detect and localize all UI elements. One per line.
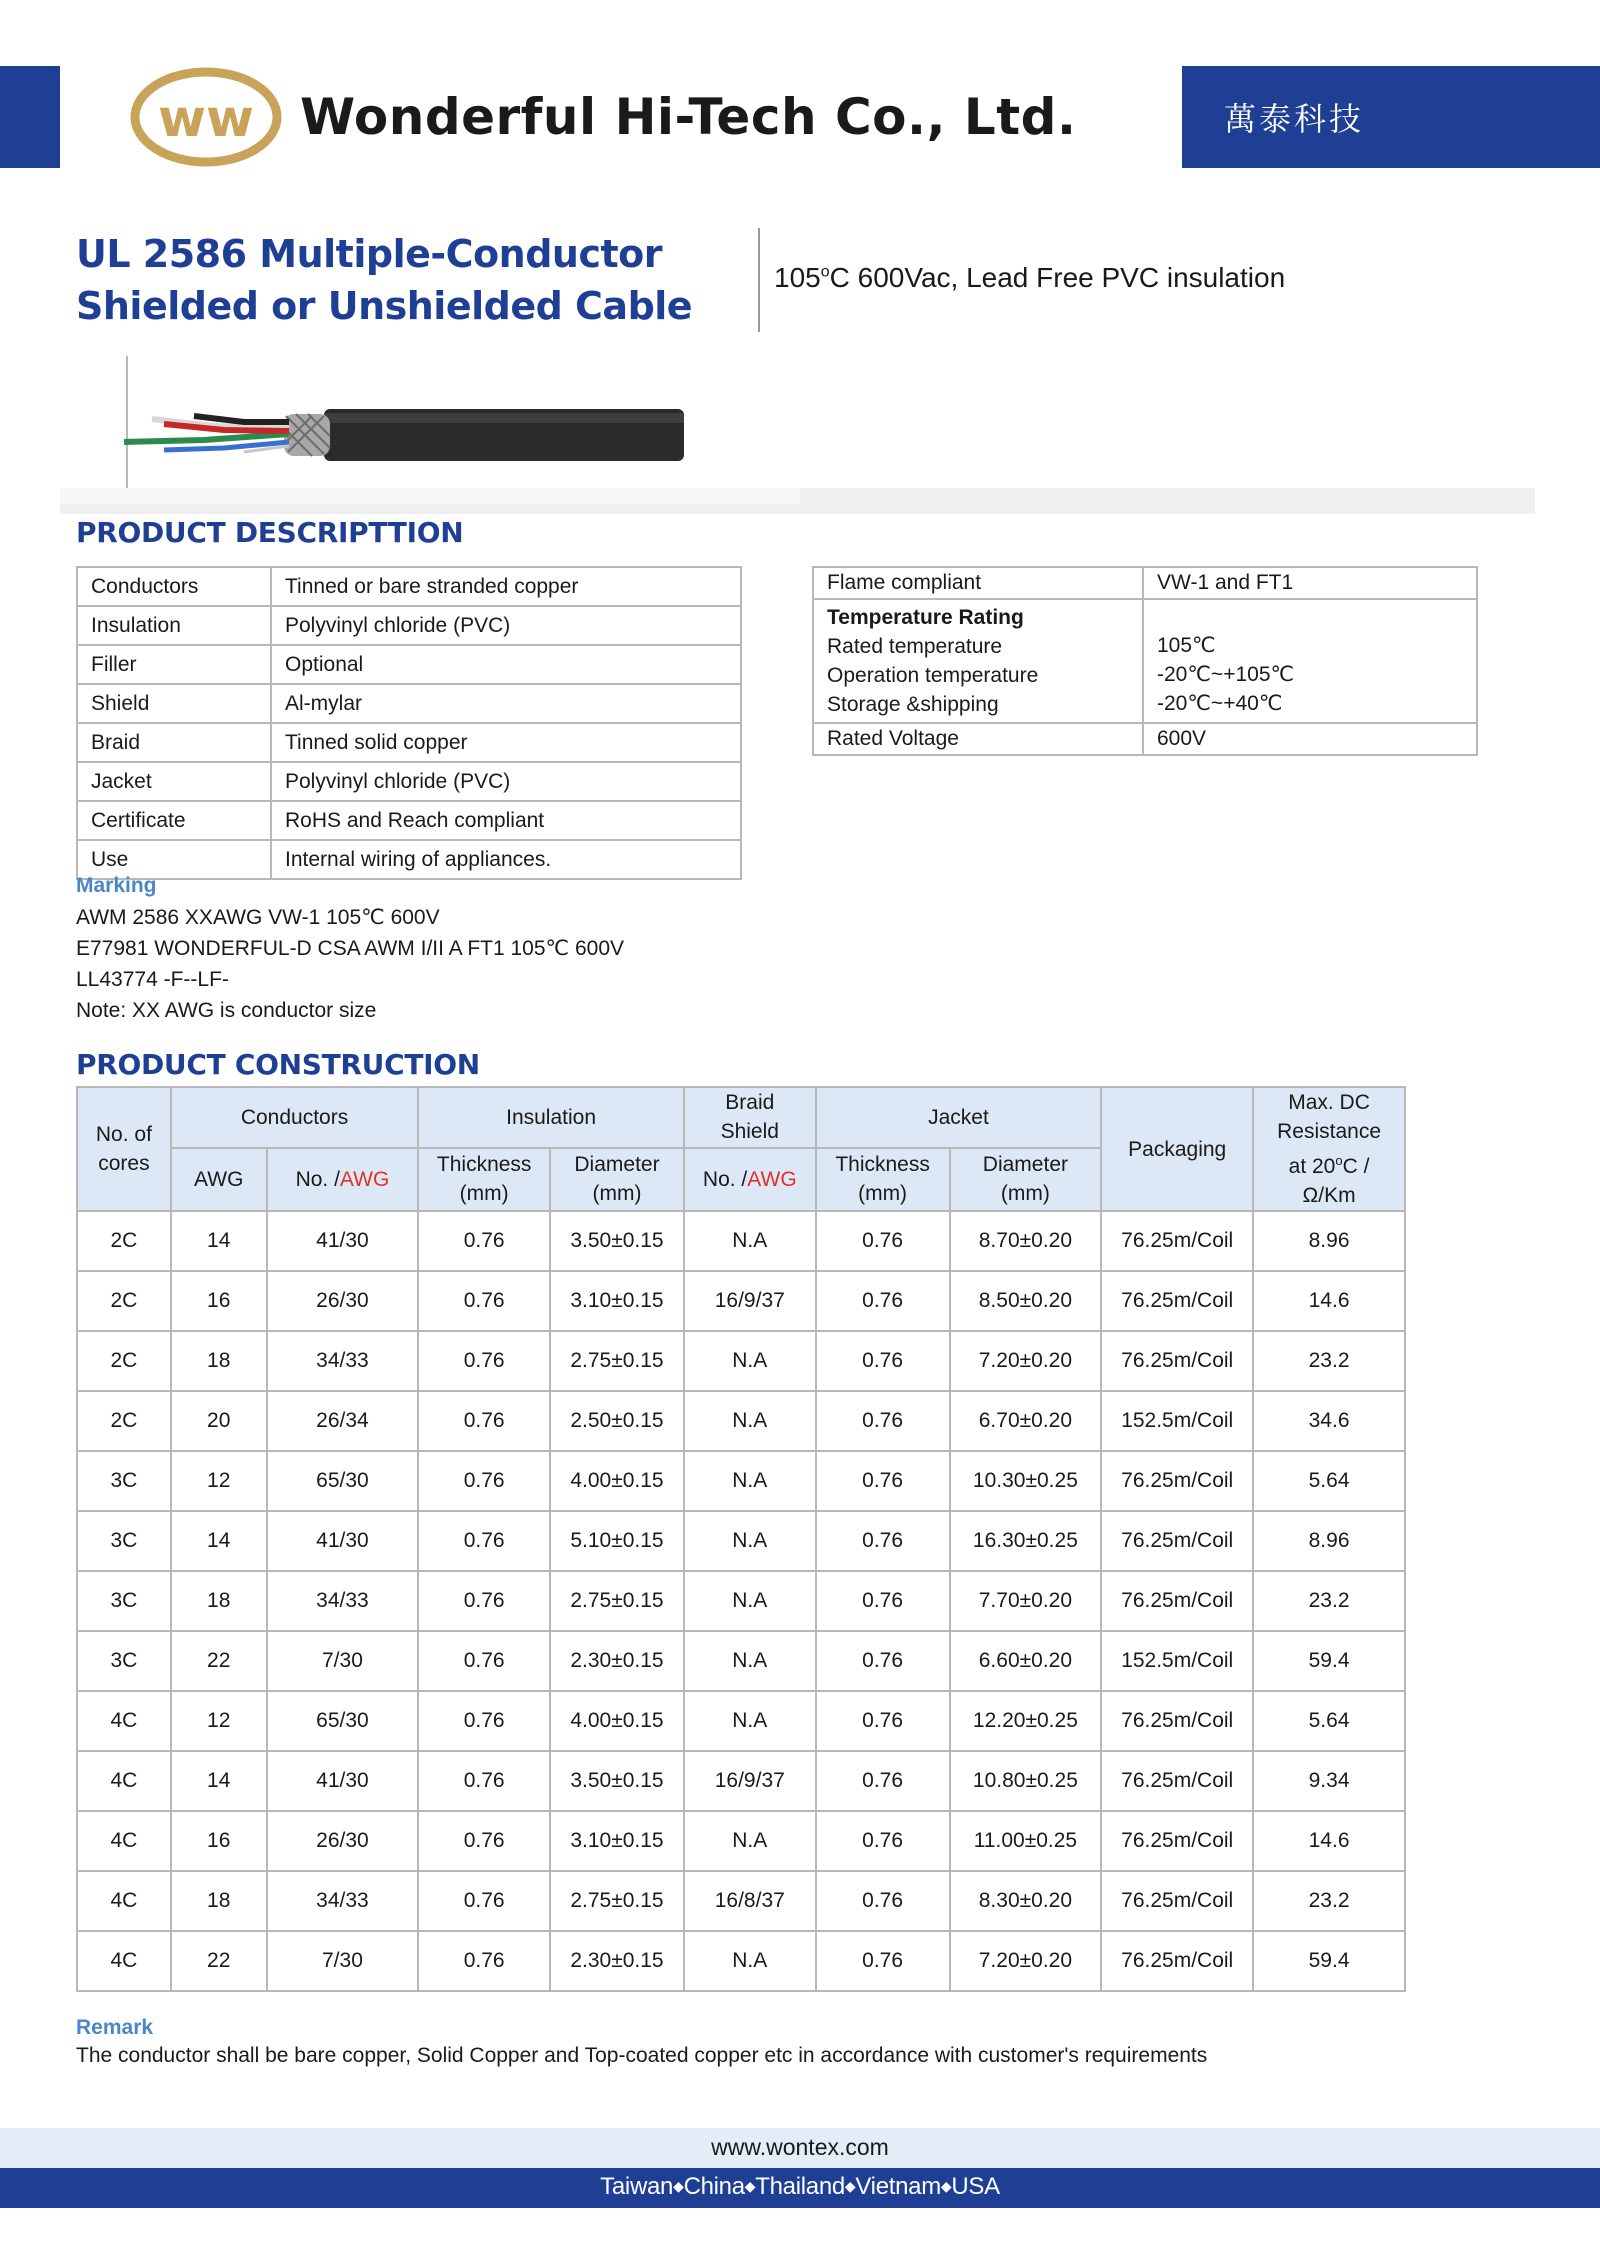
table-row: Shield Al-mylar: [77, 684, 741, 723]
table-row: Conductors Tinned or bare stranded copper: [77, 567, 741, 606]
company-logo: [130, 66, 282, 168]
table-cell: 152.5m/Coil: [1101, 1391, 1253, 1451]
table-cell: 5.10±0.15: [550, 1511, 684, 1571]
table-cell: 8.30±0.20: [950, 1871, 1102, 1931]
table-cell: 0.76: [418, 1571, 550, 1631]
table-cell: 0.76: [816, 1211, 950, 1271]
table-cell: 3.50±0.15: [550, 1211, 684, 1271]
col-header-packaging: Packaging: [1101, 1087, 1253, 1211]
table-row: [77, 1811, 1405, 1871]
table-cell: 4C: [77, 1811, 171, 1871]
table-row: [77, 1751, 1405, 1811]
table-cell: 3.10±0.15: [550, 1811, 684, 1871]
table-cell: 23.2: [1253, 1331, 1405, 1391]
temperature-labels: [813, 599, 1143, 723]
table-cell: 22: [171, 1631, 267, 1691]
diamond-separator-icon: ◆: [940, 2178, 952, 2194]
table-cell: 16/9/37: [684, 1271, 816, 1331]
table-cell: 0.76: [418, 1871, 550, 1931]
table-cell: 4C: [77, 1931, 171, 1991]
table-cell: 34/33: [267, 1871, 419, 1931]
table-cell: 2.50±0.15: [550, 1391, 684, 1451]
header-left-bar: [0, 66, 60, 168]
col-header-resistance: Max. DC Resistance at 20$^o$C / Ω/Km: [1253, 1087, 1405, 1211]
footer-country: USA: [951, 2173, 1000, 2200]
table-cell: 23.2: [1253, 1871, 1405, 1931]
rated-temperature-label: Rated temperature: [827, 635, 1003, 658]
table-row: [77, 1871, 1405, 1931]
table-row: [813, 599, 1477, 723]
table-cell: 18: [171, 1571, 267, 1631]
marking-line: E77981 WONDERFUL-D CSA AWM I/II A FT1 105℃ 600V: [76, 937, 624, 960]
table-row: [77, 1391, 1405, 1451]
table-cell: 0.76: [418, 1451, 550, 1511]
table-cell: 3.10±0.15: [550, 1271, 684, 1331]
temperature-rating-heading: Temperature Rating: [827, 606, 1024, 629]
table-cell: 0.76: [816, 1931, 950, 1991]
table-cell: N.A: [684, 1391, 816, 1451]
col-header-strand: No. /AWG: [267, 1148, 419, 1211]
table-cell: 26/30: [267, 1271, 419, 1331]
table-cell: 0.76: [418, 1391, 550, 1451]
table-cell: 12: [171, 1691, 267, 1751]
diamond-separator-icon: ◆: [673, 2178, 684, 2194]
page-title: [76, 228, 692, 332]
table-cell: N.A: [684, 1691, 816, 1751]
table-cell: 2.75±0.15: [550, 1331, 684, 1391]
table-cell: 0.76: [816, 1451, 950, 1511]
table-cell: 76.25m/Coil: [1101, 1511, 1253, 1571]
table-cell: 4C: [77, 1691, 171, 1751]
table-row: [813, 723, 1477, 755]
table-row: Certificate RoHS and Reach compliant: [77, 801, 741, 840]
table-cell: 4.00±0.15: [550, 1691, 684, 1751]
table-row: [77, 1571, 1405, 1631]
table-cell: 20: [171, 1391, 267, 1451]
table-cell: 76.25m/Coil: [1101, 1751, 1253, 1811]
marking-note: Note: XX AWG is conductor size: [76, 999, 377, 1022]
col-header-awg: AWG: [171, 1148, 267, 1211]
storage-label: Storage &shipping: [827, 693, 999, 716]
table-cell: 16/8/37: [684, 1871, 816, 1931]
rated-temperature-value: 105℃: [1157, 634, 1216, 657]
construction-table-body: [77, 1211, 1405, 1991]
table-row: [77, 1511, 1405, 1571]
table-cell: 76.25m/Coil: [1101, 1871, 1253, 1931]
table-row: Insulation Polyvinyl chloride (PVC): [77, 606, 741, 645]
table-cell: 7/30: [267, 1631, 419, 1691]
table-cell: 23.2: [1253, 1571, 1405, 1631]
table-cell: 34/33: [267, 1571, 419, 1631]
table-cell: 0.76: [816, 1271, 950, 1331]
website-link[interactable]: www.wontex.com: [711, 2134, 889, 2160]
table-cell: 3C: [77, 1631, 171, 1691]
table-row: Jacket Polyvinyl chloride (PVC): [77, 762, 741, 801]
table-cell: 59.4: [1253, 1931, 1405, 1991]
table-cell: 3.50±0.15: [550, 1751, 684, 1811]
operation-temperature-label: Operation temperature: [827, 664, 1039, 687]
table-cell: N.A: [684, 1931, 816, 1991]
table-cell: 0.76: [816, 1871, 950, 1931]
table-cell: 0.76: [816, 1571, 950, 1631]
table-cell: 4C: [77, 1751, 171, 1811]
table-cell: 0.76: [418, 1271, 550, 1331]
temperature-values: [1143, 599, 1477, 723]
title-line-1: UL 2586 Multiple-Conductor: [76, 232, 662, 276]
table-cell: 14: [171, 1211, 267, 1271]
table-row: [77, 1331, 1405, 1391]
table-cell: 0.76: [816, 1691, 950, 1751]
table-cell: 16: [171, 1811, 267, 1871]
table-cell: 16/9/37: [684, 1751, 816, 1811]
table-cell: 59.4: [1253, 1631, 1405, 1691]
footer-countries: [0, 2173, 1600, 2201]
table-row: Use Internal wiring of appliances.: [77, 840, 741, 879]
voltage-label: Rated Voltage: [813, 723, 1143, 755]
table-cell: 6.70±0.20: [950, 1391, 1102, 1451]
footer-country: Taiwan: [600, 2173, 674, 2200]
table-cell: 2.75±0.15: [550, 1871, 684, 1931]
table-cell: 41/30: [267, 1211, 419, 1271]
operation-temperature-value: -20℃~+105℃: [1157, 663, 1295, 686]
table-cell: 76.25m/Coil: [1101, 1571, 1253, 1631]
table-row: [77, 1691, 1405, 1751]
table-cell: 14: [171, 1511, 267, 1571]
product-description-table: [76, 566, 742, 880]
table-row: [77, 1631, 1405, 1691]
table-cell: 26/34: [267, 1391, 419, 1451]
table-cell: 4.00±0.15: [550, 1451, 684, 1511]
table-cell: N.A: [684, 1451, 816, 1511]
table-cell: N.A: [684, 1331, 816, 1391]
table-cell: 0.76: [816, 1391, 950, 1451]
table-cell: 76.25m/Coil: [1101, 1691, 1253, 1751]
table-cell: 9.34: [1253, 1751, 1405, 1811]
table-row: [77, 1271, 1405, 1331]
table-row: [77, 1931, 1405, 1991]
table-cell: 26/30: [267, 1811, 419, 1871]
diamond-separator-icon: ◆: [744, 2178, 756, 2194]
product-construction-heading: PRODUCT CONSTRUCTION: [76, 1048, 480, 1081]
footer-country: Vietnam: [855, 2173, 941, 2200]
table-cell: 152.5m/Coil: [1101, 1631, 1253, 1691]
table-cell: 65/30: [267, 1691, 419, 1751]
table-cell: N.A: [684, 1811, 816, 1871]
table-cell: 5.64: [1253, 1691, 1405, 1751]
table-cell: 7.20±0.20: [950, 1931, 1102, 1991]
col-header-insulation: Insulation: [418, 1087, 684, 1148]
table-cell: 14.6: [1253, 1271, 1405, 1331]
photo-band-inner: [60, 488, 800, 504]
marking-heading: Marking: [76, 874, 157, 897]
col-header-ins-thickness: Thickness (mm): [418, 1148, 550, 1211]
marking-line: LL43774 -F--LF-: [76, 968, 229, 991]
product-construction-table: [76, 1086, 1406, 1992]
footer-country: Thailand: [755, 2173, 845, 2200]
table-cell: 0.76: [816, 1331, 950, 1391]
col-header-jkt-thickness: Thickness (mm): [816, 1148, 950, 1211]
table-cell: 0.76: [816, 1631, 950, 1691]
table-cell: 2C: [77, 1331, 171, 1391]
table-row: [77, 1451, 1405, 1511]
title-divider: [758, 228, 760, 332]
table-cell: 76.25m/Coil: [1101, 1931, 1253, 1991]
col-header-cores: No. of cores: [77, 1087, 171, 1211]
table-cell: 0.76: [816, 1811, 950, 1871]
table-cell: 4C: [77, 1871, 171, 1931]
table-cell: 34.6: [1253, 1391, 1405, 1451]
table-cell: 14: [171, 1751, 267, 1811]
table-row: Filler Optional: [77, 645, 741, 684]
table-cell: 11.00±0.25: [950, 1811, 1102, 1871]
table-cell: 0.76: [816, 1511, 950, 1571]
table-cell: 3C: [77, 1451, 171, 1511]
table-cell: N.A: [684, 1211, 816, 1271]
marking-lines: [76, 902, 624, 1026]
company-name: Wonderful Hi-Tech Co., Ltd.: [300, 88, 1077, 146]
footer-country: China: [683, 2173, 745, 2200]
chinese-company-name: 萬泰科技: [1182, 66, 1600, 168]
table-cell: 0.76: [418, 1691, 550, 1751]
table-cell: 14.6: [1253, 1811, 1405, 1871]
table-row: [77, 1211, 1405, 1271]
cable-photo: [124, 356, 684, 486]
table-cell: 0.76: [418, 1751, 550, 1811]
table-cell: 22: [171, 1931, 267, 1991]
table-cell: 8.70±0.20: [950, 1211, 1102, 1271]
table-cell: 10.30±0.25: [950, 1451, 1102, 1511]
table-cell: 8.50±0.20: [950, 1271, 1102, 1331]
col-header-jacket: Jacket: [816, 1087, 1102, 1148]
table-cell: 7.20±0.20: [950, 1331, 1102, 1391]
logo-mark-text: ww: [157, 89, 255, 149]
table-cell: 0.76: [816, 1751, 950, 1811]
table-cell: 2C: [77, 1211, 171, 1271]
table-cell: 12.20±0.25: [950, 1691, 1102, 1751]
table-cell: 8.96: [1253, 1211, 1405, 1271]
title-line-2: Shielded or Unshielded Cable: [76, 284, 693, 328]
remark-heading: Remark: [76, 2016, 154, 2039]
col-header-ins-diameter: Diameter (mm): [550, 1148, 684, 1211]
table-cell: 2C: [77, 1271, 171, 1331]
table-cell: 7/30: [267, 1931, 419, 1991]
table-cell: 34/33: [267, 1331, 419, 1391]
table-cell: N.A: [684, 1571, 816, 1631]
col-header-braid: Braid Shield: [684, 1087, 816, 1148]
table-cell: 12: [171, 1451, 267, 1511]
table-row: [813, 567, 1477, 599]
remark-text: The conductor shall be bare copper, Solid Copper and Top-coated copper etc in accordance with customer's requirements: [76, 2044, 1208, 2067]
table-cell: 10.80±0.25: [950, 1751, 1102, 1811]
table-cell: 2C: [77, 1391, 171, 1451]
table-cell: 76.25m/Coil: [1101, 1451, 1253, 1511]
table-cell: 18: [171, 1331, 267, 1391]
flame-label: Flame compliant: [813, 567, 1143, 599]
table-cell: 16: [171, 1271, 267, 1331]
table-cell: N.A: [684, 1511, 816, 1571]
storage-value: -20℃~+40℃: [1157, 692, 1283, 715]
table-cell: 0.76: [418, 1511, 550, 1571]
table-cell: 16.30±0.25: [950, 1511, 1102, 1571]
table-cell: 0.76: [418, 1811, 550, 1871]
table-cell: 5.64: [1253, 1451, 1405, 1511]
table-cell: 2.75±0.15: [550, 1571, 684, 1631]
table-cell: 41/30: [267, 1751, 419, 1811]
flame-value: VW-1 and FT1: [1143, 567, 1477, 599]
voltage-value: 600V: [1143, 723, 1477, 755]
product-description-heading: PRODUCT DESCRIPTTION: [76, 516, 464, 549]
table-cell: 2.30±0.15: [550, 1631, 684, 1691]
table-cell: 41/30: [267, 1511, 419, 1571]
table-cell: 0.76: [418, 1631, 550, 1691]
table-cell: 76.25m/Coil: [1101, 1271, 1253, 1331]
table-cell: 76.25m/Coil: [1101, 1211, 1253, 1271]
table-cell: 0.76: [418, 1211, 550, 1271]
ratings-table: [812, 566, 1478, 756]
col-header-jkt-diameter: Diameter (mm): [950, 1148, 1102, 1211]
table-cell: N.A: [684, 1631, 816, 1691]
table-cell: 76.25m/Coil: [1101, 1811, 1253, 1871]
col-header-braid-strand: No. /AWG: [684, 1148, 816, 1211]
table-cell: 0.76: [418, 1931, 550, 1991]
table-cell: 0.76: [418, 1331, 550, 1391]
col-header-conductors: Conductors: [171, 1087, 418, 1148]
table-cell: 3C: [77, 1571, 171, 1631]
table-row: Braid Tinned solid copper: [77, 723, 741, 762]
table-cell: 6.60±0.20: [950, 1631, 1102, 1691]
table-cell: 7.70±0.20: [950, 1571, 1102, 1631]
table-cell: 65/30: [267, 1451, 419, 1511]
table-cell: 3C: [77, 1511, 171, 1571]
page-subtitle: 105$^o$C 600Vac, Lead Free PVC insulation: [774, 262, 1286, 293]
table-cell: 2.30±0.15: [550, 1931, 684, 1991]
table-cell: 8.96: [1253, 1511, 1405, 1571]
diamond-separator-icon: ◆: [844, 2178, 856, 2194]
table-cell: 18: [171, 1871, 267, 1931]
marking-line: AWM 2586 XXAWG VW-1 105℃ 600V: [76, 906, 440, 929]
table-cell: 76.25m/Coil: [1101, 1331, 1253, 1391]
